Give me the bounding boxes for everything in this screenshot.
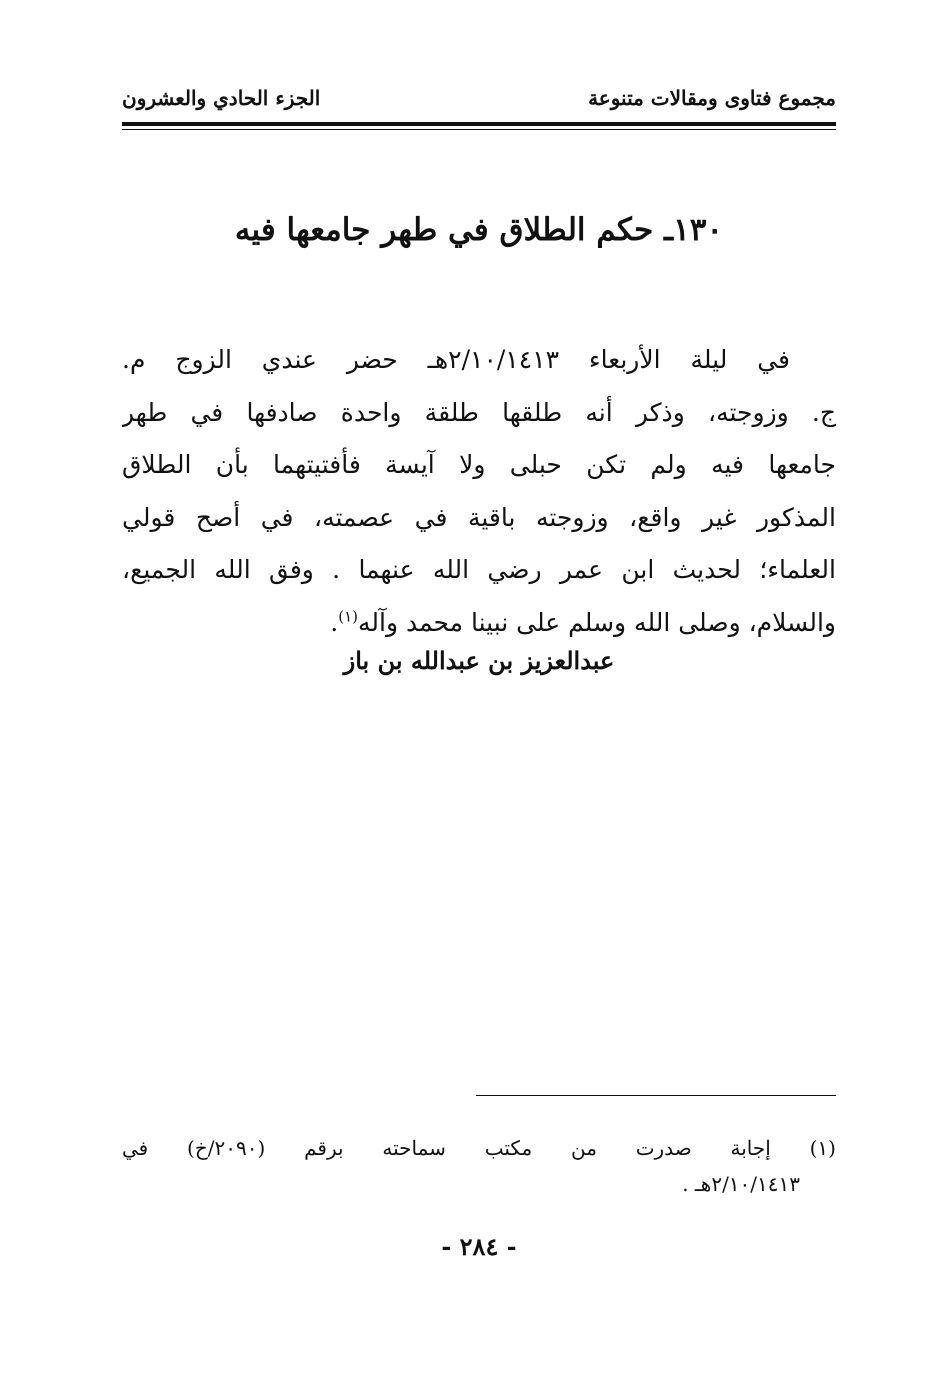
signature: عبدالعزيز بن عبدالله بن باز [343, 646, 615, 675]
book-title: مجموع فتاوى ومقالات متنوعة [588, 86, 836, 110]
volume-label: الجزء الحادي والعشرون [122, 86, 321, 110]
page-number: - ٢٨٤ - [441, 1232, 517, 1261]
body-line: في ليلة الأربعاء ٢/١٠/١٤١٣هـ حضر عندي الزوج م. [122, 345, 790, 374]
closing-punctuation: . [330, 607, 339, 637]
body-line-text: والسلام، وصلى الله وسلم على نبينا محمد وآله [357, 607, 836, 637]
body-line: جامعها فيه ولم تكن حبلى ولا آيسة فأفتيتهما بأن الطلاق [122, 450, 836, 479]
fatwa-body [122, 334, 836, 649]
body-line: المذكور غير واقع، وزوجته باقية في عصمته، في أصح قولي [122, 502, 836, 532]
running-header [122, 86, 836, 116]
footnote [122, 1130, 836, 1202]
body-line: ج. وزوجته، وذكر أنه طلقها طلقة واحدة صادفها في طهر [122, 397, 836, 427]
header-rule-thick [122, 122, 836, 126]
footnote-line: ٢/١٠/١٤١٣هـ . [682, 1172, 800, 1196]
fatwa-title: ١٣٠ـ حكم الطلاق في طهر جامعها فيه [234, 212, 724, 248]
footnote-rule [476, 1095, 836, 1096]
footnote-line: (١) إجابة صدرت من مكتب سماحته برقم (٢٠٩٠/خ) في [122, 1136, 836, 1160]
footnote-reference: (١) [338, 607, 358, 626]
body-line-last [122, 597, 836, 650]
body-line: العلماء؛ لحديث ابن عمر رضي الله عنهما . وفق الله الجميع، [122, 555, 836, 584]
header-rule-thin [122, 129, 836, 130]
